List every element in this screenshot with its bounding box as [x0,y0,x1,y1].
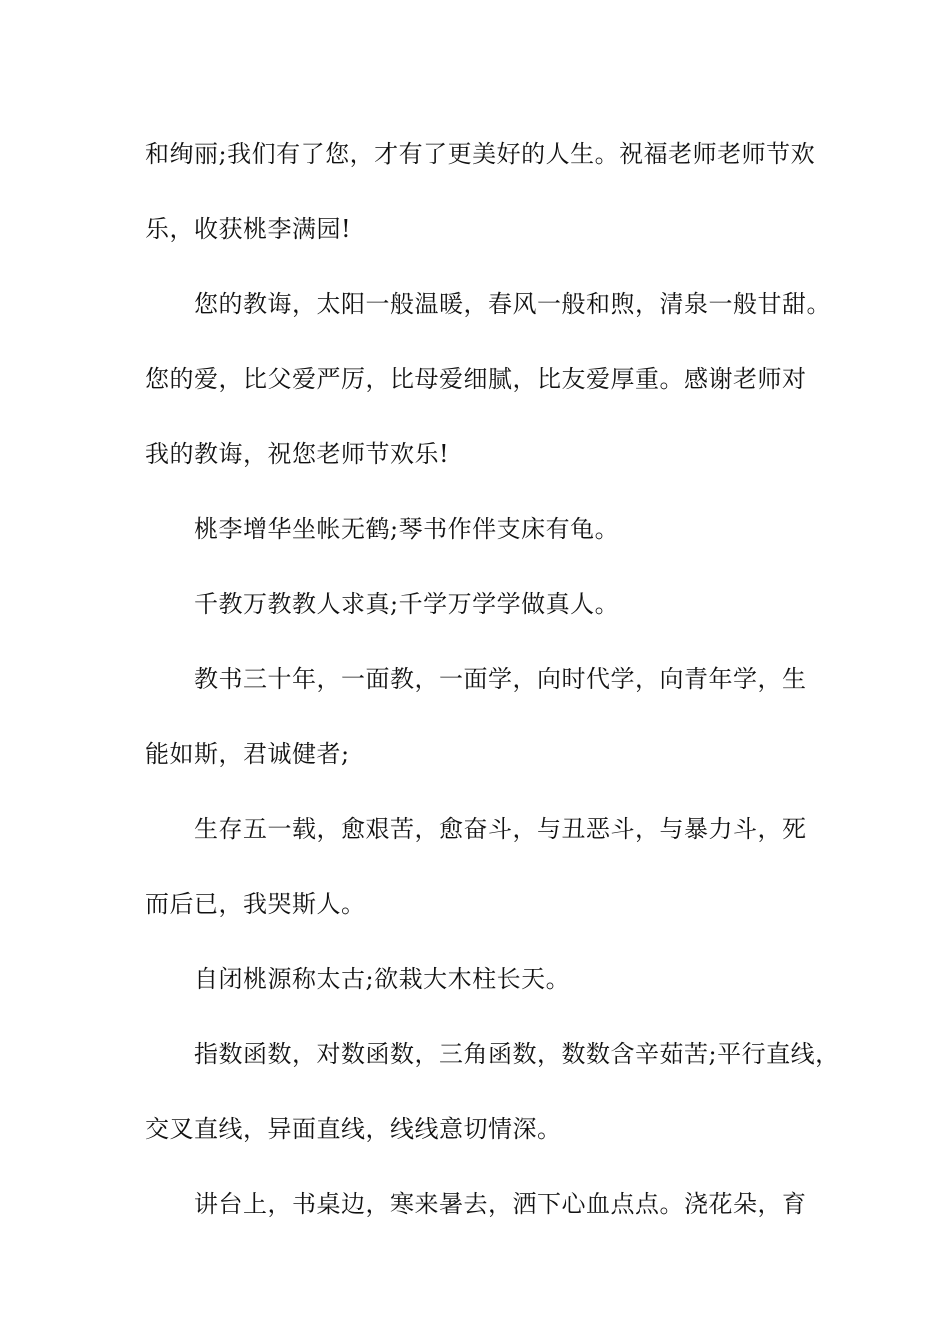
text-line: 能如斯，君诚健者; [145,740,350,768]
paragraph-start-line: 生存五一载，愈艰苦，愈奋斗，与丑恶斗，与暴力斗，死 [194,815,807,843]
text-line: 而后已，我哭斯人。 [145,890,366,918]
paragraph-start-line: 桃李增华坐帐无鹤;琴书作伴支床有龟。 [194,515,620,543]
text-line: 交叉直线，异面直线，线线意切情深。 [145,1115,562,1143]
text-line: 和绚丽;我们有了您，才有了更美好的人生。祝福老师老师节欢 [145,140,816,168]
paragraph-start-line: 指数函数，对数函数，三角函数，数数含辛茹苦;平行直线， [194,1040,840,1068]
text-line: 我的教诲，祝您老师节欢乐! [145,440,450,468]
paragraph-start-line: 千教万教教人求真;千学万学学做真人。 [194,590,620,618]
document-body [145,131,840,1256]
paragraph-start-line: 您的教诲，太阳一般温暖，春风一般和煦，清泉一般甘甜。 [194,290,831,318]
paragraph-start-line: 教书三十年，一面教，一面学，向时代学，向青年学，生 [194,665,807,693]
paragraph-start-line: 自闭桃源称太古;欲栽大木柱长天。 [194,965,571,993]
paragraph-start-line: 讲台上，书桌边，寒来暑去，洒下心血点点。浇花朵，育 [194,1190,807,1218]
text-line: 您的爱，比父爱严厉，比母爱细腻，比友爱厚重。感谢老师对 [145,365,807,393]
text-line: 乐，收获桃李满园! [145,215,352,243]
